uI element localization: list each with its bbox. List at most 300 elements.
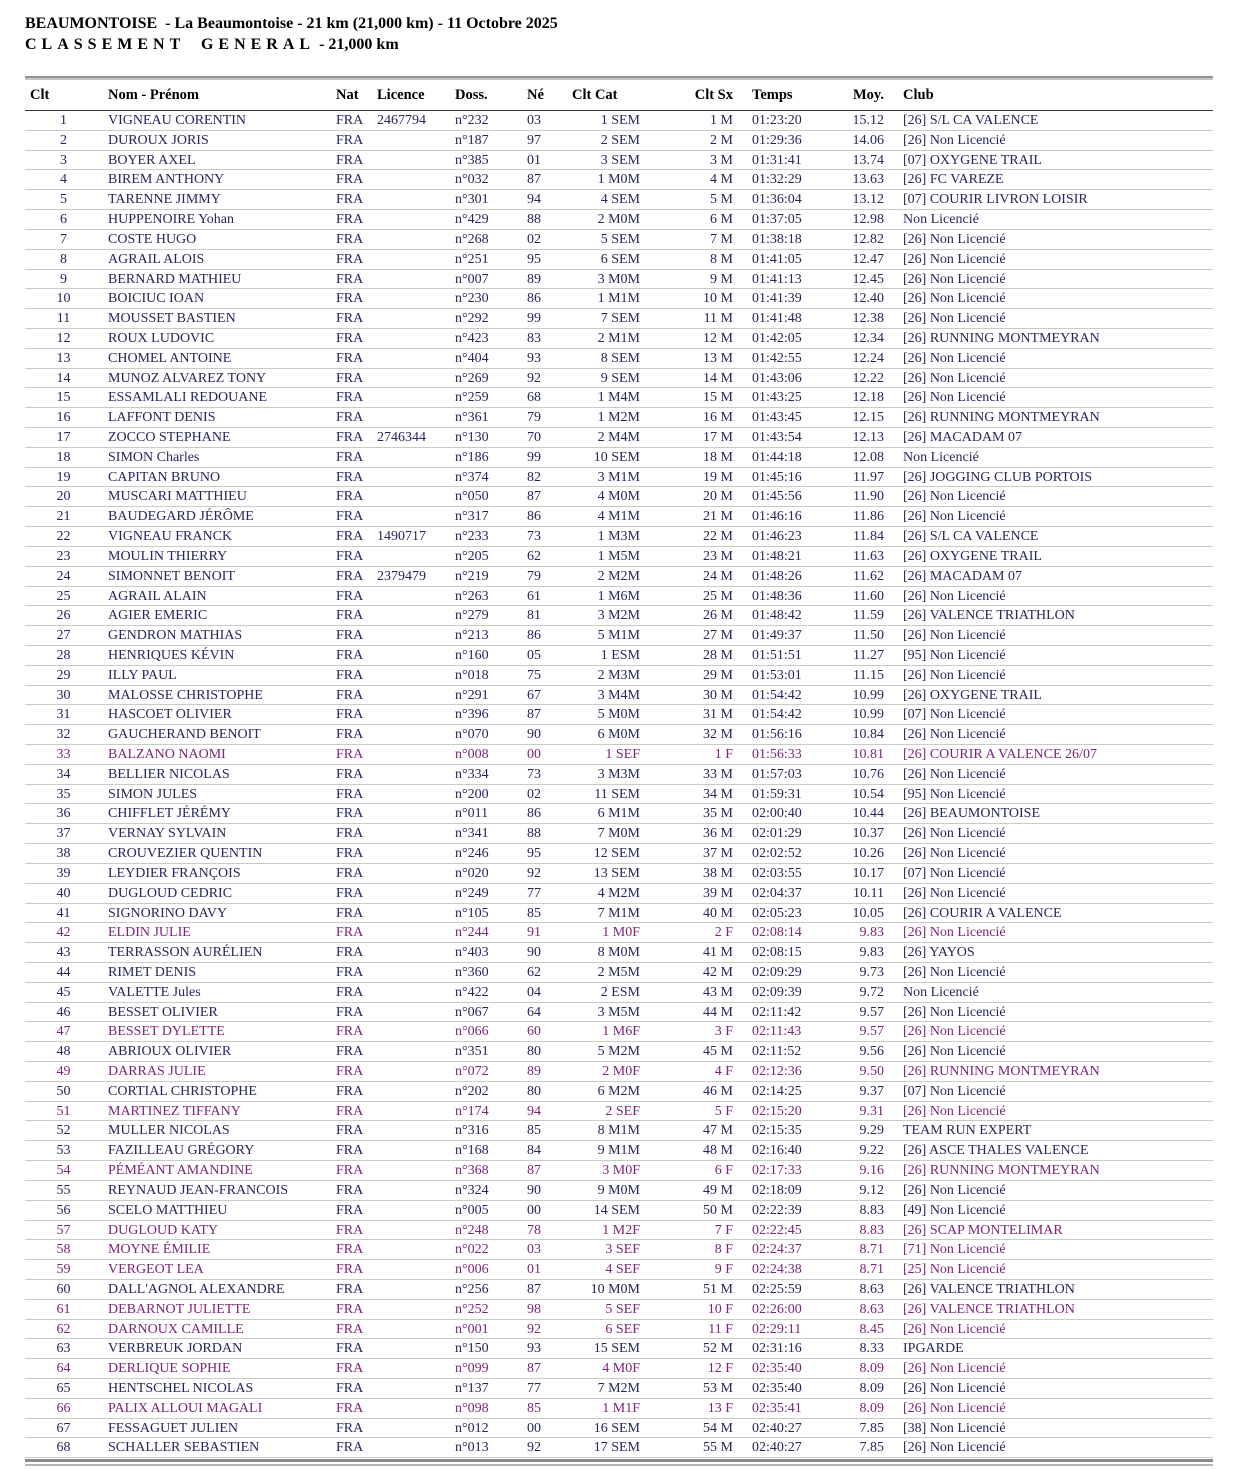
cell-ne: 70 <box>527 430 541 445</box>
cell-club: [07] Non Licencié <box>903 1083 1006 1099</box>
cell-nat: FRA <box>336 509 364 525</box>
cell-doss: n°341 <box>455 826 489 842</box>
cell-club: [07] COURIR LIVRON LOISIR <box>903 192 1088 208</box>
cell-licence <box>377 1260 455 1279</box>
table-row <box>25 448 1213 468</box>
cell-nat: FRA <box>336 350 364 366</box>
table-row <box>25 884 1213 904</box>
classification-title <box>25 34 1240 55</box>
table-row <box>25 388 1213 408</box>
cell-nat: FRA <box>336 548 364 564</box>
cell-nom-prenom: MOUSSET BASTIEN <box>108 311 236 327</box>
cell-temps: 02:26:00 <box>752 1301 802 1317</box>
cell-licence <box>377 1201 455 1220</box>
table-row <box>25 923 1213 943</box>
cell-nat: FRA <box>336 1420 364 1436</box>
cell-clt-sx: 19 M <box>703 469 733 485</box>
cell-licence <box>377 151 455 170</box>
cell-ne: 87 <box>527 707 541 723</box>
cell-temps: 02:15:20 <box>752 1103 802 1119</box>
cell-nat: FRA <box>336 271 364 287</box>
cell-clt-sx: 38 M <box>703 865 733 881</box>
cell-clt-sx: 5 F <box>714 1103 733 1119</box>
cell-moy: 11.62 <box>853 568 884 584</box>
cell-clt-sx: 27 M <box>703 628 733 644</box>
cell-temps: 01:48:36 <box>752 588 802 604</box>
cell-clt: 56 <box>56 1202 71 1218</box>
cell-doss: n°334 <box>455 766 489 782</box>
cell-ne: 00 <box>527 1202 541 1218</box>
cell-moy: 9.57 <box>859 1024 884 1040</box>
cell-clt: 11 <box>56 311 71 327</box>
cell-nom-prenom: VIGNEAU CORENTIN <box>108 113 247 128</box>
cell-nat: FRA <box>336 1064 364 1079</box>
cell-nat: FRA <box>336 1381 364 1396</box>
cell-nom-prenom: VERBREUK JORDAN <box>108 1341 243 1357</box>
cell-licence <box>377 170 455 189</box>
cell-licence <box>377 289 455 308</box>
cell-licence <box>377 725 455 744</box>
cell-clt-cat: 5 SEF <box>605 1301 640 1317</box>
cell-clt: 68 <box>56 1440 71 1456</box>
cell-nat: FRA <box>336 1044 364 1060</box>
cell-clt: 23 <box>56 548 71 564</box>
cell-licence <box>377 329 455 348</box>
cell-club: [26] Non Licencié <box>903 350 1006 366</box>
cell-club: IPGARDE <box>903 1341 964 1357</box>
cell-nat: FRA <box>336 311 364 327</box>
cell-club: [26] Non Licencié <box>903 1024 1006 1040</box>
cell-clt-cat: 1 M1F <box>602 1400 640 1416</box>
cell-nat: FRA <box>336 132 364 148</box>
cell-clt-cat: 7 M0M <box>597 826 640 842</box>
cell-nom-prenom: HASCOET OLIVIER <box>108 707 232 723</box>
cell-clt: 58 <box>56 1242 71 1258</box>
cell-clt-sx: 10 F <box>707 1301 733 1317</box>
cell-temps: 02:05:23 <box>752 905 802 921</box>
col-header-clt-sx: Clt Sx <box>694 87 733 103</box>
cell-temps: 02:04:37 <box>752 885 802 901</box>
cell-ne: 95 <box>527 846 541 862</box>
cell-nat: FRA <box>336 766 364 782</box>
cell-nat: FRA <box>336 489 364 505</box>
cell-clt-sx: 17 M <box>703 430 733 445</box>
table-row <box>25 943 1213 963</box>
cell-doss: n°360 <box>455 964 489 980</box>
cell-temps: 01:23:20 <box>752 113 802 128</box>
cell-temps: 01:43:45 <box>752 410 802 426</box>
cell-doss: n°324 <box>455 1182 489 1198</box>
cell-nom-prenom: SIGNORINO DAVY <box>108 905 228 921</box>
cell-ne: 92 <box>527 1440 541 1456</box>
cell-nom-prenom: VALETTE Jules <box>108 984 201 1000</box>
cell-nom-prenom: AGIER EMERIC <box>108 608 208 624</box>
cell-club: [95] Non Licencié <box>903 647 1006 663</box>
col-header-licence: Licence <box>377 87 425 103</box>
cell-moy: 11.15 <box>853 667 884 683</box>
cell-clt: 18 <box>56 449 71 465</box>
cell-doss: n°219 <box>455 568 489 584</box>
cell-doss: n°291 <box>455 687 489 703</box>
cell-club: [26] Non Licencié <box>903 271 1006 287</box>
cell-clt-sx: 50 M <box>703 1202 733 1218</box>
cell-temps: 02:12:36 <box>752 1064 802 1079</box>
cell-ne: 01 <box>527 1262 541 1278</box>
cell-nat: FRA <box>336 172 364 188</box>
table-row <box>25 289 1213 309</box>
cell-club: [26] VALENCE TRIATHLON <box>903 1301 1075 1317</box>
cell-ne: 83 <box>527 330 541 346</box>
cell-clt: 57 <box>56 1222 71 1238</box>
cell-clt: 27 <box>56 628 71 644</box>
cell-doss: n°317 <box>455 509 489 525</box>
cell-licence <box>377 131 455 150</box>
cell-moy: 11.63 <box>853 548 884 564</box>
cell-clt-sx: 20 M <box>703 489 733 505</box>
cell-clt: 41 <box>56 905 71 921</box>
cell-licence <box>377 626 455 645</box>
cell-nom-prenom: ESSAMLALI REDOUANE <box>108 390 268 406</box>
cell-licence <box>377 1141 455 1160</box>
cell-licence <box>377 745 455 764</box>
cell-ne: 95 <box>527 251 541 267</box>
cell-nat: FRA <box>336 846 364 862</box>
cell-moy: 8.45 <box>859 1321 884 1337</box>
cell-nom-prenom: FESSAGUET JULIEN <box>108 1420 239 1436</box>
cell-licence <box>377 884 455 903</box>
cell-licence <box>377 1339 455 1358</box>
cell-clt: 66 <box>56 1400 71 1416</box>
cell-clt-cat: 2 SEM <box>600 132 640 148</box>
cell-clt-cat: 4 M0F <box>602 1361 640 1377</box>
cell-clt: 13 <box>56 350 71 366</box>
cell-ne: 03 <box>527 113 541 128</box>
table-row <box>25 1438 1213 1458</box>
cell-nom-prenom: DARNOUX CAMILLE <box>108 1321 244 1337</box>
cell-clt: 24 <box>56 568 71 584</box>
cell-clt-cat: 5 M0M <box>597 707 640 723</box>
col-header-clt: Clt <box>30 87 50 103</box>
cell-nom-prenom: MUSCARI MATTHIEU <box>108 489 247 505</box>
cell-club: [07] Non Licencié <box>903 707 1006 723</box>
cell-club: [26] RUNNING MONTMEYRAN <box>903 1064 1100 1079</box>
table-row <box>25 329 1213 349</box>
cell-doss: n°105 <box>455 905 489 921</box>
cell-doss: n°246 <box>455 846 489 862</box>
cell-nom-prenom: TERRASSON AURÉLIEN <box>108 945 263 961</box>
cell-temps: 01:51:51 <box>752 647 802 663</box>
table-row <box>25 210 1213 230</box>
cell-licence <box>377 1419 455 1438</box>
table-row <box>25 804 1213 824</box>
cell-clt-sx: 1 M <box>710 113 733 128</box>
cell-doss: n°429 <box>455 212 489 228</box>
cell-clt: 51 <box>56 1103 71 1119</box>
cell-clt-sx: 54 M <box>703 1420 733 1436</box>
cell-clt: 10 <box>56 291 71 307</box>
cell-club: [26] Non Licencié <box>903 1381 1006 1396</box>
cell-clt-sx: 6 M <box>710 212 733 228</box>
cell-ne: 79 <box>527 568 541 584</box>
cell-nom-prenom: HENRIQUES KÉVIN <box>108 647 235 663</box>
table-row <box>25 686 1213 706</box>
cell-temps: 01:53:01 <box>752 667 802 683</box>
table-row <box>25 369 1213 389</box>
cell-nom-prenom: CROUVEZIER QUENTIN <box>108 846 263 862</box>
cell-clt-cat: 5 M2M <box>597 1044 640 1060</box>
cell-temps: 02:15:35 <box>752 1123 802 1139</box>
cell-ne: 78 <box>527 1222 541 1238</box>
cell-doss: n°067 <box>455 1004 489 1020</box>
cell-licence <box>377 1102 455 1121</box>
cell-nom-prenom: MALOSSE CHRISTOPHE <box>108 687 263 703</box>
cell-nom-prenom: LAFFONT DENIS <box>108 410 216 426</box>
cell-doss: n°187 <box>455 132 489 148</box>
cell-moy: 12.82 <box>852 231 884 247</box>
table-row <box>25 1022 1213 1042</box>
cell-ne: 75 <box>527 667 541 683</box>
table-row <box>25 428 1213 448</box>
cell-nom-prenom: ABRIOUX OLIVIER <box>108 1044 232 1060</box>
table-row <box>25 270 1213 290</box>
cell-ne: 01 <box>527 152 541 168</box>
cell-licence <box>377 983 455 1002</box>
cell-ne: 00 <box>527 1420 541 1436</box>
cell-temps: 01:46:16 <box>752 509 802 525</box>
cell-ne: 86 <box>527 806 541 822</box>
cell-nat: FRA <box>336 152 364 168</box>
cell-club: [26] S/L CA VALENCE <box>903 113 1039 128</box>
cell-moy: 7.85 <box>859 1420 884 1436</box>
cell-nat: FRA <box>336 806 364 822</box>
cell-nat: FRA <box>336 370 364 386</box>
cell-ne: 92 <box>527 1321 541 1337</box>
cell-club: [26] RUNNING MONTMEYRAN <box>903 410 1100 426</box>
table-row <box>25 1280 1213 1300</box>
table-row <box>25 1359 1213 1379</box>
cell-nat: FRA <box>336 1083 364 1099</box>
cell-clt-cat: 3 SEF <box>605 1242 640 1258</box>
cell-nom-prenom: COSTE HUGO <box>108 231 197 247</box>
cell-clt-cat: 2 M2M <box>597 568 640 584</box>
cell-club: [26] Non Licencié <box>903 885 1006 901</box>
cell-nom-prenom: BOICIUC IOAN <box>108 291 205 307</box>
cell-clt-sx: 10 M <box>703 291 733 307</box>
cell-nom-prenom: VERNAY SYLVAIN <box>108 826 227 842</box>
cell-club: [26] Non Licencié <box>903 231 1006 247</box>
cell-ne: 87 <box>527 489 541 505</box>
cell-doss: n°361 <box>455 410 489 426</box>
cell-ne: 80 <box>527 1083 541 1099</box>
table-row <box>25 904 1213 924</box>
cell-nat: FRA <box>336 964 364 980</box>
cell-clt-sx: 37 M <box>703 846 733 862</box>
cell-clt: 39 <box>56 865 71 881</box>
cell-clt: 28 <box>56 647 71 663</box>
cell-doss: n°008 <box>455 747 489 762</box>
results-table <box>25 76 1213 1466</box>
cell-ne: 62 <box>527 964 541 980</box>
cell-clt-sx: 36 M <box>703 826 733 842</box>
cell-doss: n°018 <box>455 667 489 683</box>
cell-moy: 9.72 <box>859 984 884 1000</box>
cell-clt: 38 <box>56 846 71 862</box>
cell-clt-sx: 22 M <box>703 529 733 545</box>
cell-clt: 6 <box>60 212 67 228</box>
cell-nat: FRA <box>336 1024 364 1040</box>
cell-temps: 01:45:56 <box>752 489 802 505</box>
cell-clt-cat: 8 M0M <box>597 945 640 961</box>
cell-nat: FRA <box>336 529 364 545</box>
cell-nat: FRA <box>336 251 364 267</box>
cell-licence <box>377 943 455 962</box>
table-row <box>25 1003 1213 1023</box>
cell-nat: FRA <box>336 390 364 406</box>
cell-licence: 2467794 <box>377 113 426 128</box>
cell-nom-prenom: DALL'AGNOL ALEXANDRE <box>108 1281 285 1297</box>
cell-clt: 46 <box>56 1004 71 1020</box>
cell-ne: 86 <box>527 291 541 307</box>
cell-temps: 02:11:42 <box>752 1004 802 1020</box>
cell-nom-prenom: SIMONNET BENOIT <box>108 568 235 584</box>
cell-clt-sx: 40 M <box>703 905 733 921</box>
cell-nat: FRA <box>336 1341 364 1357</box>
cell-club: [26] SCAP MONTELIMAR <box>903 1222 1063 1238</box>
cell-ne: 89 <box>527 1064 541 1079</box>
table-row <box>25 170 1213 190</box>
cell-clt: 63 <box>56 1341 71 1357</box>
cell-nat: FRA <box>336 1004 364 1020</box>
cell-doss: n°137 <box>455 1381 489 1396</box>
classification-title-spaced: CLASSEMENT GENERAL <box>25 36 316 53</box>
cell-temps: 01:29:36 <box>752 132 802 148</box>
cell-club: [26] Non Licencié <box>903 925 1006 941</box>
table-row <box>25 1300 1213 1320</box>
cell-ne: 77 <box>527 1381 541 1396</box>
cell-ne: 98 <box>527 1301 541 1317</box>
cell-temps: 01:32:29 <box>752 172 802 188</box>
cell-nat: FRA <box>336 1361 364 1377</box>
cell-doss: n°232 <box>455 113 489 128</box>
cell-clt-sx: 26 M <box>703 608 733 624</box>
cell-moy: 13.12 <box>852 192 884 208</box>
cell-doss: n°186 <box>455 449 489 465</box>
cell-club: [26] VALENCE TRIATHLON <box>903 1281 1075 1297</box>
cell-licence <box>377 547 455 566</box>
cell-clt-cat: 4 M1M <box>597 509 640 525</box>
table-row <box>25 527 1213 547</box>
bottom-rule-light-line <box>25 1464 1213 1466</box>
cell-ne: 73 <box>527 766 541 782</box>
table-row <box>25 349 1213 369</box>
cell-clt-sx: 35 M <box>703 806 733 822</box>
cell-temps: 01:56:33 <box>752 747 802 762</box>
cell-temps: 01:49:37 <box>752 628 802 644</box>
cell-doss: n°174 <box>455 1103 489 1119</box>
cell-nat: FRA <box>336 1262 364 1278</box>
cell-licence <box>377 1300 455 1319</box>
cell-clt-cat: 12 SEM <box>593 846 640 862</box>
cell-doss: n°205 <box>455 548 489 564</box>
cell-moy: 9.73 <box>859 964 884 980</box>
table-row <box>25 1379 1213 1399</box>
cell-licence: 2746344 <box>377 430 426 445</box>
col-header-ne: Né <box>527 87 544 103</box>
cell-temps: 02:35:40 <box>752 1361 802 1377</box>
cell-licence <box>377 804 455 823</box>
cell-nom-prenom: ZOCCO STEPHANE <box>108 430 231 445</box>
cell-clt-sx: 8 F <box>714 1242 733 1258</box>
cell-clt-sx: 42 M <box>703 964 733 980</box>
cell-nat: FRA <box>336 1123 364 1139</box>
table-row <box>25 1141 1213 1161</box>
cell-clt-sx: 24 M <box>703 568 733 584</box>
cell-licence <box>377 487 455 506</box>
cell-nom-prenom: MOULIN THIERRY <box>108 548 228 564</box>
col-header-clt-cat: Clt Cat <box>572 87 618 103</box>
cell-ne: 80 <box>527 1044 541 1060</box>
cell-licence <box>377 864 455 883</box>
cell-moy: 10.44 <box>852 806 884 822</box>
col-header-club: Club <box>903 87 934 103</box>
cell-temps: 02:00:40 <box>752 806 802 822</box>
cell-clt-sx: 28 M <box>703 647 733 663</box>
cell-ne: 88 <box>527 826 541 842</box>
cell-ne: 99 <box>527 311 541 327</box>
cell-club: [26] Non Licencié <box>903 667 1006 683</box>
cell-clt-sx: 6 F <box>714 1163 733 1179</box>
cell-club: [26] Non Licencié <box>903 1321 1006 1337</box>
cell-nom-prenom: MULLER NICOLAS <box>108 1123 230 1139</box>
table-row <box>25 1201 1213 1221</box>
cell-club: Non Licencié <box>903 984 979 1000</box>
cell-club: [26] S/L CA VALENCE <box>903 529 1039 545</box>
cell-temps: 02:17:33 <box>752 1163 802 1179</box>
cell-clt-cat: 3 SEM <box>600 152 640 168</box>
cell-licence <box>377 1062 455 1081</box>
cell-licence <box>377 1399 455 1418</box>
table-row <box>25 1419 1213 1439</box>
table-row <box>25 1062 1213 1082</box>
cell-club: [26] OXYGENE TRAIL <box>903 548 1042 564</box>
cell-clt-cat: 17 SEM <box>593 1440 640 1456</box>
cell-clt: 14 <box>56 370 71 386</box>
cell-nat: FRA <box>336 212 364 228</box>
cell-clt: 4 <box>60 172 67 188</box>
cell-nom-prenom: AGRAIL ALAIN <box>108 588 207 604</box>
cell-clt-sx: 44 M <box>703 1004 733 1020</box>
cell-moy: 13.63 <box>852 172 884 188</box>
cell-temps: 01:43:54 <box>752 430 802 445</box>
cell-temps: 01:59:31 <box>752 786 802 802</box>
classification-title-distance: - 21,000 km <box>319 36 399 53</box>
col-header-doss: Doss. <box>455 87 488 103</box>
cell-club: [26] Non Licencié <box>903 291 1006 307</box>
cell-moy: 12.40 <box>852 291 884 307</box>
cell-moy: 12.98 <box>852 212 884 228</box>
cell-ne: 87 <box>527 1361 541 1377</box>
cell-clt-cat: 3 M3M <box>597 766 640 782</box>
cell-temps: 01:54:42 <box>752 687 802 703</box>
cell-doss: n°130 <box>455 430 489 445</box>
cell-ne: 86 <box>527 509 541 525</box>
cell-temps: 01:42:55 <box>752 350 802 366</box>
cell-nom-prenom: LEYDIER FRANÇOIS <box>108 865 241 881</box>
cell-clt-cat: 1 M2M <box>597 410 640 426</box>
cell-temps: 01:48:21 <box>752 548 802 564</box>
table-bottom-rule <box>25 1459 1213 1466</box>
cell-clt-cat: 1 M6M <box>597 588 640 604</box>
